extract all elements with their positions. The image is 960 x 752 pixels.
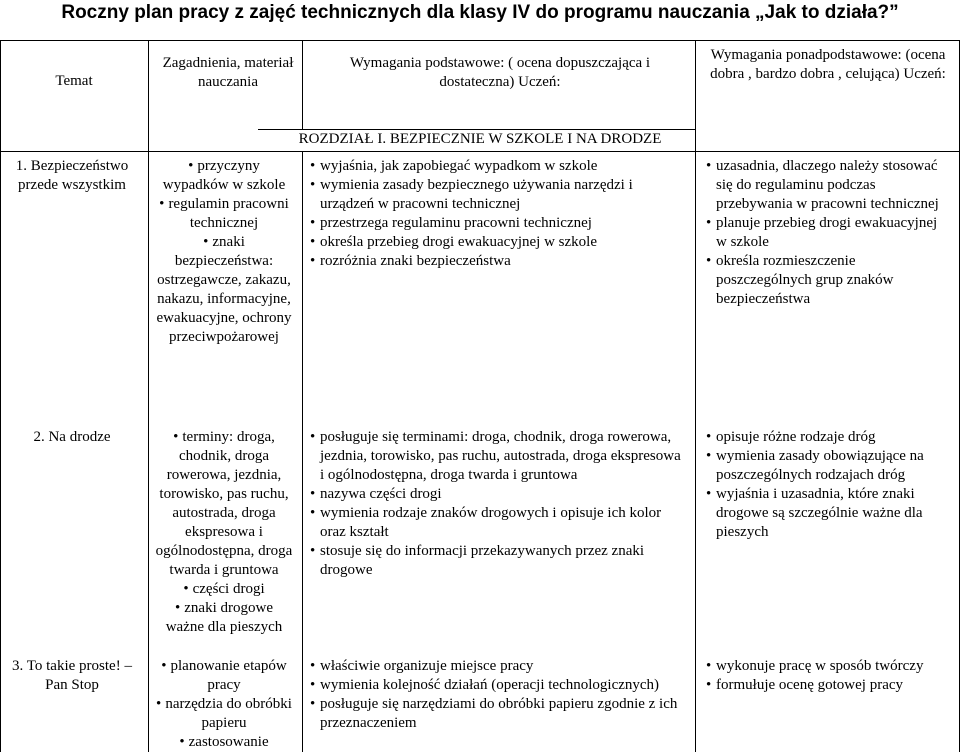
column-divider-3b xyxy=(302,151,303,752)
row3-material-item: • narzędzia do obróbki papieru xyxy=(154,695,294,733)
row1-material-item: • przyczyny wypadków w szkole xyxy=(154,157,294,195)
row1-topic xyxy=(2,157,142,195)
row2-material-item: • znaki drogowe ważne dla pieszych xyxy=(154,599,294,637)
row3-advanced-item: • formułuje ocenę gotowej pracy xyxy=(706,676,950,695)
row2-advanced-item: • wyjaśnia i uzasadnia, które znaki drogowe są szczególnie ważne dla pieszych xyxy=(706,485,950,542)
row2-advanced xyxy=(706,428,950,542)
header-temat xyxy=(0,72,148,91)
row3-topic-text: 3. To takie proste! – Pan Stop xyxy=(12,658,132,693)
header-basic-text: Wymagania podstawowe: ( ocena dopuszczająca i dostateczna) Uczeń: xyxy=(349,55,651,90)
row3-basic xyxy=(310,657,685,733)
row3-material-item: • planowanie etapów pracy xyxy=(154,657,294,695)
row1-material-item: • regulamin pracowni technicznej xyxy=(154,195,294,233)
header-zagadnienia-text: Zagadnienia, materiał nauczania xyxy=(162,55,294,90)
row2-basic-item: • stosuje się do informacji przekazywanych przez znaki drogowe xyxy=(310,542,685,580)
header-wymagania-ponadpodstawowe xyxy=(702,46,954,84)
row2-advanced-item: • opisuje różne rodzaje dróg xyxy=(706,428,950,447)
header-temat-text: Temat xyxy=(55,73,93,89)
row1-advanced-item: • określa rozmieszczenie poszczególnych grup znaków bezpieczeństwa xyxy=(706,252,950,309)
row1-basic-item: • wyjaśnia, jak zapobiegać wypadkom w szkole xyxy=(310,157,685,176)
row2-material-item: • terminy: droga, chodnik, droga rowerowa, jezdnia, torowisko, pas ruchu, autostrada, droga ekspresowa i ogólnodostępna, droga twarda i gruntowa xyxy=(154,428,294,580)
column-divider-2 xyxy=(148,40,149,752)
row2-topic xyxy=(2,428,142,447)
row3-advanced xyxy=(706,657,950,695)
header-zagadnienia xyxy=(158,54,298,92)
header-bottom-border xyxy=(0,151,960,152)
row3-basic-item: • wymienia kolejność działań (operacji technologicznych) xyxy=(310,676,685,695)
header-wymagania-podstawowe xyxy=(320,54,680,92)
row1-material-item: • znaki bezpieczeństwa: ostrzegawcze, zakazu, nakazu, informacyjne, ewakuacyjne, ochrony przeciwpożarowej xyxy=(154,233,294,347)
row2-topic-text: 2. Na drodze xyxy=(33,429,111,445)
column-divider-4 xyxy=(695,40,696,752)
header-advanced-text: Wymagania ponadpodstawowe: (ocena dobra , bardzo dobra , celująca) Uczeń: xyxy=(710,47,946,82)
row1-basic-item: • określa przebieg drogi ewakuacyjnej w szkole xyxy=(310,233,685,252)
row2-advanced-item: • wymienia zasady obowiązujące na poszczególnych rodzajach dróg xyxy=(706,447,950,485)
row1-basic xyxy=(310,157,685,271)
row3-topic xyxy=(2,657,142,695)
row1-advanced-item: • uzasadnia, dlaczego należy stosować się do regulaminu podczas przebywania w pracowni technicznej xyxy=(706,157,950,214)
row1-material xyxy=(154,157,294,347)
row3-basic-item: • posługuje się narzędziami do obróbki papieru zgodnie z ich przeznaczeniem xyxy=(310,695,685,733)
row2-basic xyxy=(310,428,685,580)
row3-basic-item: • właściwie organizuje miejsce pracy xyxy=(310,657,685,676)
row1-topic-text: 1. Bezpieczeństwo przede wszystkim xyxy=(15,158,129,193)
row3-advanced-item: • wykonuje pracę w sposób twórczy xyxy=(706,657,950,676)
section-top-border xyxy=(258,129,695,130)
row2-material xyxy=(154,428,294,637)
row1-basic-item: • przestrzega regulaminu pracowni technicznej xyxy=(310,214,685,233)
column-divider-3 xyxy=(302,40,303,130)
row2-basic-item: • posługuje się terminami: droga, chodnik, droga rowerowa, jezdnia, torowisko, pas ruchu, autostrada, droga ekspresowa i ogólnodostępna, droga twarda i gruntowa xyxy=(310,428,685,485)
row3-material xyxy=(154,657,294,752)
row1-basic-item: • rozróżnia znaki bezpieczeństwa xyxy=(310,252,685,271)
document-title: Roczny plan pracy z zajęć technicznych dla klasy IV do programu nauczania „Jak to działa?” xyxy=(61,2,899,23)
row2-material-item: • części drogi xyxy=(154,580,294,599)
row2-basic-item: • nazywa części drogi xyxy=(310,485,685,504)
row1-basic-item: • wymienia zasady bezpiecznego używania narzędzi i urządzeń w pracowni technicznej xyxy=(310,176,685,214)
section-heading: ROZDZIAŁ I. BEZPIECZNIE W SZKOLE I NA DRODZE xyxy=(298,131,662,147)
row1-advanced-item: • planuje przebieg drogi ewakuacyjnej w szkole xyxy=(706,214,950,252)
column-divider-1 xyxy=(0,40,1,752)
row3-material-item: • zastosowanie xyxy=(154,733,294,752)
row2-basic-item: • wymienia rodzaje znaków drogowych i opisuje ich kolor oraz kształt xyxy=(310,504,685,542)
row1-advanced xyxy=(706,157,950,309)
table-top-border xyxy=(0,40,960,41)
